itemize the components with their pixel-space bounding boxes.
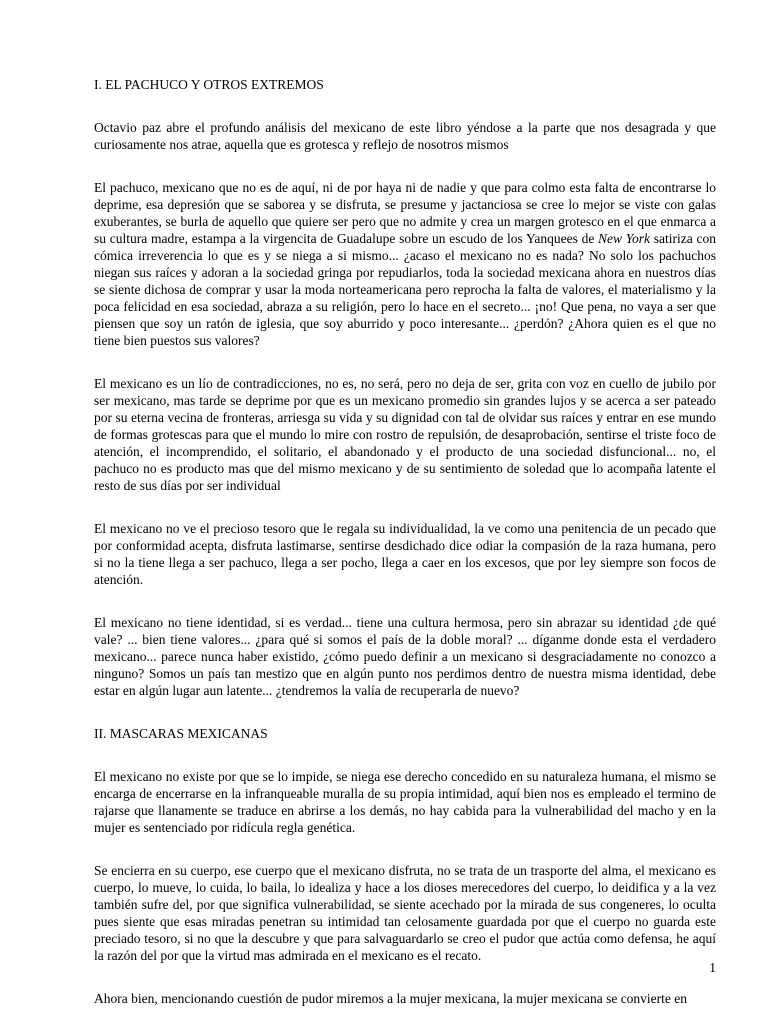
paragraph-8: Ahora bien, mencionando cuestión de pudor miremos a la mujer mexicana, la mujer mexicana se convierte en (94, 991, 688, 1006)
section-heading-2: II. MASCARAS MEXICANAS (94, 726, 268, 741)
paragraph-5: El mexicano no tiene identidad, si es verdad... tiene una cultura hermosa, pero sin abrazar su identidad ¿de qué vale? ... bien tiene valores... ¿para qué si somos el país de la doble moral? ... díganme donde esta el verdadero mexicano... parece nunca haber existido, ¿cómo puedo definir a un mexicano si desgraciadamente no conozco a ninguno? Somos un país tan mestizo que en algún punto nos perdimos dentro de nuestra misma identidad, debe estar en algún lugar aun latente... ¿tendremos la valía de recuperarla de nuevo? (94, 615, 716, 698)
paragraph-1: Octavio paz abre el profundo análisis del mexicano de este libro yéndose a la parte que nos desagrada y que curiosamente nos atrae, aquella que es grotesca y reflejo de nosotros mismos (94, 120, 716, 152)
paragraph-6: El mexicano no existe por que se lo impide, se niega ese derecho concedido en su naturaleza humana, el mismo se encarga de encerrarse en la infranqueable muralla de su propia intimidad, aquí bien nos es empleado el termino de rajarse que llanamente se traduce en abrirse a los demás, no hay cabida para la vulnerabilidad del macho y en la mujer es sentenciado por ridícula regla genética. (94, 769, 716, 835)
paragraph-3: El mexicano es un lío de contradicciones, no es, no será, pero no deja de ser, grita con voz en cuello de jubilo por ser mexicano, mas tarde se deprime por que es un mexicano promedio sin grandes lujos y se acerca a ser pateado por su eterna vecina de fronteras, arriesga su vida y su dignidad con tal de olvidar sus raíces y entrar en ese mundo de formas grotescas para que el mundo lo mire con rostro de repulsión, de desaprobación, sentirse el triste foco de atención, el incomprendido, el solitario, el abandonado y el producto de una sociedad disfuncional... no, el pachuco no es producto mas que del mismo mexicano y de su sentimiento de soledad que lo acompaña latente el resto de sus días por ser individual (94, 376, 716, 493)
page-number: 1 (709, 960, 716, 975)
paragraph-4: El mexicano no ve el precioso tesoro que le regala su individualidad, la ve como una penitencia de un pecado que por conformidad acepta, disfruta lastimarse, sentirse desdichado dice odiar la compasión de la raza humana, pero si no la tiene llega a ser pachuco, llega a ser pocho, llega a caer en los excesos, que por ley siempre son focos de atención. (94, 521, 716, 587)
paragraph-2-segment-3: satiriza con cómica irreverencia lo que es y se niega a si mismo... ¿acaso el mexicano no es nada? No solo los pachuchos niegan sus raíces y adoran a la sociedad gringa por repudiarlos, toda la sociedad mexicana ahora en nuestros días se siente dichosa de comprar y usar la moda norteamericana pero reprocha la falta de valores, el materialismo y la poca felicidad en esa sociedad, abraza a su religión, pero lo hace en el secreto... ¡no! Que pena, no vaya a ser que piensen que soy un ratón de iglesia, que soy aburrido y poco interesante... ¿perdón? ¿Ahora quien es el que no tiene bien puestos sus valores? (94, 231, 716, 348)
section-heading-1: I. EL PACHUCO Y OTROS EXTREMOS (94, 77, 324, 92)
paragraph-2-segment-1: El pachuco, mexicano que no es de aquí, ni de por haya ni de nadie y que para colmo esta falta de encontrarse lo deprime, esa depresión que se saborea y se disfruta, se presume y jactanciosa se cree lo mejor se viste con galas exuberantes, se burla de aquello que quiere ser pero que no admite y crea un margen grotesco en el que enmarca a su cultura madre, estampa a la virgencita de Guadalupe sobre un escudo de los Yanquees de (94, 180, 716, 246)
paragraph-7: Se encierra en su cuerpo, ese cuerpo que el mexicano disfruta, no se trata de un trasporte del alma, el mexicano es cuerpo, lo mueve, lo cuida, lo baila, lo idealiza y hace a los dioses merecedores del cuerpo, lo deidifica y a la vez también sufre del, por que significa vulnerabilidad, se siente acechado por la mirada de sus congeneres, lo oculta pues siente que esas miradas penetran su intimidad tan celosamente guardada por que el cuerpo no guarda este preciado tesoro, si no que la descubre y que para salvaguardarlo se creo el pudor que actúa como defensa, he aquí la razón del por que la virtud mas admirada en el mexicano es el recato. (94, 863, 716, 963)
paragraph-2 (94, 179, 716, 349)
paragraph-2-italic-new-york: New York (598, 231, 651, 246)
